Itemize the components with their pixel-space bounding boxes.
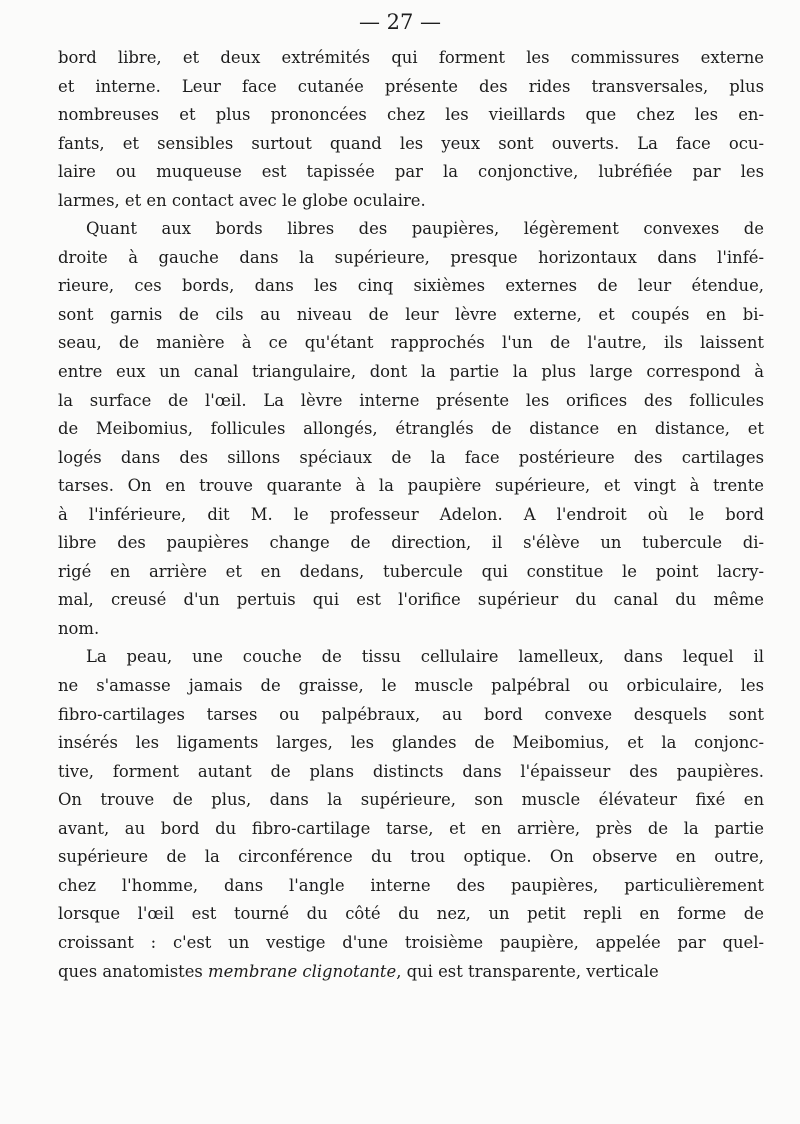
text-line: On trouve de plus, dans la supérieure, son muscle élévateur fixé en <box>58 790 764 810</box>
text-line <box>58 958 764 987</box>
text-line: supérieure de la circonférence du trou optique. On observe en outre, <box>58 847 764 867</box>
body-text <box>58 44 764 986</box>
text-line: chez l'homme, dans l'angle interne des paupières, particulièrement <box>58 875 764 895</box>
text-line: larmes, et en contact avec le globe oculaire. <box>58 190 426 210</box>
page-number: — 27 — <box>358 10 442 34</box>
text-line: logés dans des sillons spéciaux de la face postérieure des cartilages <box>58 447 764 467</box>
text-line: laire ou muqueuse est tapissée par la conjonctive, lubréfiée par les <box>58 162 764 182</box>
text-line: bord libre, et deux extrémités qui forment les commissures externe <box>58 48 764 67</box>
text-line: avant, au bord du fibro-cartilage tarse, et en arrière, près de la partie <box>58 818 764 838</box>
text-line: seau, de manière à ce qu'étant rapprochés l'un de l'autre, ils laissent <box>58 333 764 353</box>
text-segment: , qui est transparente, verticale <box>396 961 659 981</box>
text-line: à l'inférieure, dit M. le professeur Adelon. A l'endroit où le bord <box>58 504 764 524</box>
text-line: fibro-cartilages tarses ou palpébraux, au bord convexe desquels sont <box>58 704 764 724</box>
italic-term: membrane clignotante <box>208 961 397 981</box>
text-line: libre des paupières change de direction, il s'élève un tubercule di- <box>58 533 764 553</box>
text-line: croissant : c'est un vestige d'une troisième paupière, appelée par quel- <box>58 932 764 952</box>
text-line: la surface de l'œil. La lèvre interne présente les orifices des follicules <box>58 390 764 410</box>
text-line: rigé en arrière et en dedans, tubercule qui constitue le point lacry- <box>58 561 764 581</box>
text-line: et interne. Leur face cutanée présente des rides transversales, plus <box>58 76 764 96</box>
text-line: nombreuses et plus prononcées chez les vieillards que chez les en- <box>58 105 764 125</box>
text-line: tive, forment autant de plans distincts dans l'épaisseur des paupières. <box>58 761 764 781</box>
text-line: droite à gauche dans la supérieure, presque horizontaux dans l'infé- <box>58 247 764 267</box>
text-line: sont garnis de cils au niveau de leur lèvre externe, et coupés en bi- <box>58 304 764 324</box>
text-line: Quant aux bords libres des paupières, légèrement convexes de <box>86 219 764 239</box>
text-line: nom. <box>58 618 100 638</box>
text-line: fants, et sensibles surtout quand les yeux sont ouverts. La face ocu- <box>58 133 764 153</box>
text-line: entre eux un canal triangulaire, dont la partie la plus large correspond à <box>58 362 764 382</box>
text-segment: ques anatomistes <box>58 961 203 981</box>
text-line: tarses. On en trouve quarante à la paupière supérieure, et vingt à trente <box>58 476 764 496</box>
text-line: rieure, ces bords, dans les cinq sixièmes externes de leur étendue, <box>58 276 764 296</box>
text-line: mal, creusé d'un pertuis qui est l'orifice supérieur du canal du même <box>58 590 764 610</box>
text-line: de Meibomius, follicules allongés, étranglés de distance en distance, et <box>58 419 764 439</box>
text-line: La peau, une couche de tissu cellulaire lamelleux, dans lequel il <box>86 647 764 667</box>
text-line: lorsque l'œil est tourné du côté du nez, un petit repli en forme de <box>58 904 764 924</box>
text-line: insérés les ligaments larges, les glandes de Meibomius, et la conjonc- <box>58 733 764 753</box>
text-line: ne s'amasse jamais de graisse, le muscle palpébral ou orbiculaire, les <box>58 676 764 696</box>
